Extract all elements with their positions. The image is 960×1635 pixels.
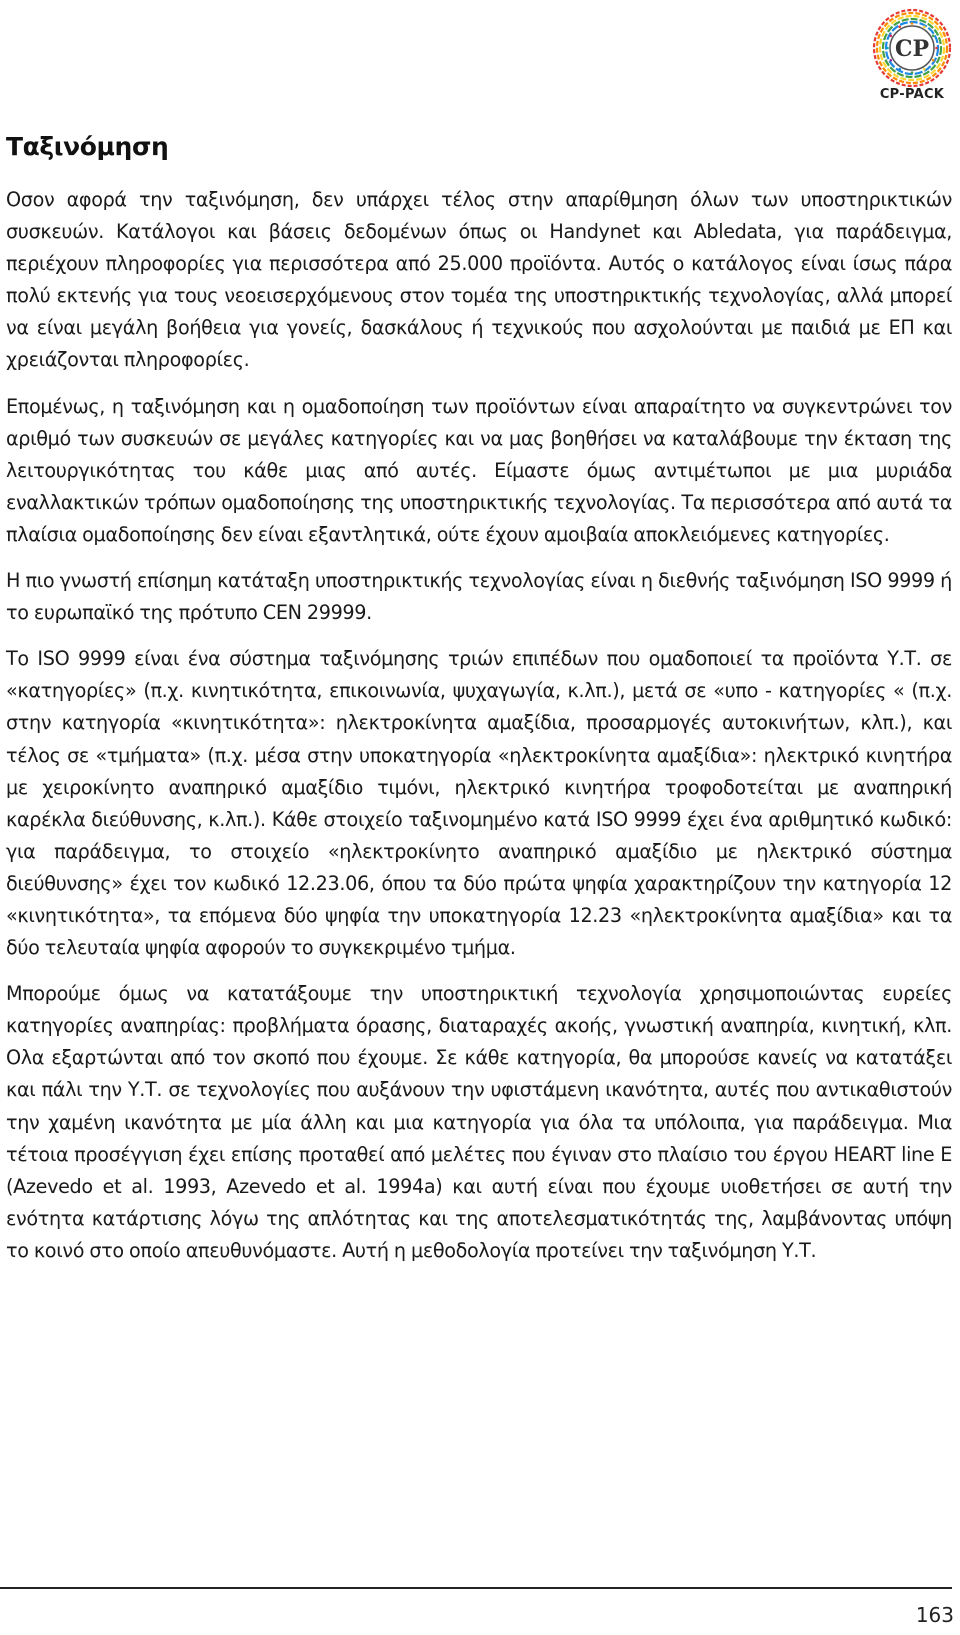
- paragraph-3: Η πιο γνωστή επίσημη κατάταξη υποστηρικτικής τεχνολογίας είναι η διεθνής ταξινόμηση ISO 9999 ή το ευρωπαϊκό της πρότυπο CEN 29999.: [6, 569, 952, 625]
- logo-label: CP-PACK: [879, 87, 945, 102]
- paragraph-2: Επομένως, η ταξινόμηση και η ομαδοποίηση των προϊόντων είναι απαραίτητο να συγκεντρώνει τον αριθμό των συσκευών σε μεγάλες κατηγορίες και να μας βοηθήσει να καταλάβουμε την έκταση της λειτουργικότητας του κάθε μιας από αυτές. Είμαστε όμως αντιμέτωποι με μια μυριάδα εναλλακτικών τρόπων ομαδοποίησης της υποστηρικτικής τεχνολογίας. Τα περισσότερα από αυτά τα πλαίσια ομαδοποίησης δεν είναι εξαντλητικά, ούτε έχουν αμοιβαία αποκλειόμενες κατηγορίες.: [6, 394, 952, 546]
- paragraph-1: Οσον αφορά την ταξινόμηση, δεν υπάρχει τέλος στην απαρίθμηση όλων των υποστηρικτικών συσκευών. Κατάλογοι και βάσεις δεδομένων όπως οι Handynet και Abledata, για παράδειγμα, περιέχουν πληροφορίες για περισσότερα από 25.000 προϊόντα. Αυτός ο κατάλογος είναι ίσως πάρα πολύ εκτενής για τους νεοεισερχόμενους στον τομέα της υποστηρικτικής τεχνολογίας, αλλά μπορεί να είναι μεγάλη βοήθεια για γονείς, δασκάλους ή τεχνικούς που ασχολούνται με παιδιά με ΕΠ και χρειάζονται πληροφορίες.: [6, 188, 952, 372]
- logo-star: [923, 25, 926, 28]
- logo-star: [889, 59, 892, 62]
- document-body: [6, 132, 952, 1281]
- footer-divider: [0, 1587, 952, 1589]
- logo-star: [889, 34, 892, 37]
- page-number: 163: [915, 1603, 954, 1627]
- logo-star: [886, 47, 889, 50]
- logo-star: [911, 71, 914, 74]
- logo-star: [911, 22, 914, 25]
- logo-star: [932, 34, 935, 37]
- logo-star: [932, 59, 935, 62]
- logo-star: [923, 68, 926, 71]
- logo-emblem-icon: [872, 8, 952, 88]
- logo-star: [898, 25, 901, 28]
- logo-star: [935, 47, 938, 50]
- logo-star: [898, 68, 901, 71]
- section-heading: Ταξινόμηση: [6, 132, 169, 161]
- paragraph-5: Μπορούμε όμως να κατατάξουμε την υποστηρικτική τεχνολογία χρησιμοποιώντας ευρείες κατηγορίες αναπηρίας: προβλήματα όρασης, διαταραχές ακοής, γνωστική αναπηρία, κινητική, κλπ. Ολα εξαρτώνται από τον σκοπό που έχουμε. Σε κάθε κατηγορία, θα μπορούσε κανείς να κατατάξει και πάλι την Υ.Τ. σε τεχνολογίες που αυξάνουν την υφιστάμενη ικανότητα, αυτές που αντικαθιστούν την χαμένη ικανότητα με μία άλλη και μια κατηγορία για όλα τα υπόλοιπα, για παράδειγμα. Μια τέτοια προσέγγιση έχει επίσης προταθεί από μελέτες που έγιναν στο πλαίσιο του έργου HEART line E (Azevedo et al. 1993, Azevedo et al. 1994a) και αυτή είναι που έχουμε υιοθετήσει σε αυτή την ενότητα κατάρτισης λόγω της απλότητας και της αποτελεσματικότητάς της, λαμβάνοντας υπόψη το κοινό στο οποίο απευθυνόμαστε. Αυτή η μεθοδολογία προτείνει την ταξινόμηση Υ.Τ.: [6, 982, 952, 1262]
- logo-monogram: CP: [894, 36, 930, 62]
- paragraph-4: Το ISO 9999 είναι ένα σύστημα ταξινόμησης τριών επιπέδων που ομαδοποιεί τα προϊόντα Υ.Τ. σε «κατηγορίες» (π.χ. κινητικότητα, επικοινωνία, ψυχαγωγία, κ.λπ.), μετά σε «υπο - κατηγορίες « (π.χ. στην κατηγορία «κινητικότητα»: ηλεκτροκίνητα αμαξίδια, προσαρμογές αυτοκινήτων, κλπ.), και τέλος σε «τμήματα» (π.χ. μέσα στην υποκατηγορία «ηλεκτροκίνητα αμαξίδια»: ηλεκτρικό κινητήρα με χειροκίνητο αναπηρικό αμαξίδιο τιμόνι, ηλεκτρικό κινητήρα τροφοδοτείται με αναπηρική καρέκλα διεύθυνσης, κ.λπ.). Κάθε στοιχείο ταξινομημένο κατά ISO 9999 έχει ένα αριθμητικό κωδικό: για παράδειγμα, το στοιχείο «ηλεκτροκίνητο αναπηρικό αμαξίδιο με ηλεκτρικό σύστημα διεύθυνσης» έχει τον κωδικό 12.23.06, όπου τα δύο πρώτα ψηφία χαρακτηρίζουν την κατηγορία 12 «κινητικότητα», τα επόμενα δύο ψηφία την υποκατηγορία 12.23 «ηλεκτροκίνητα αμαξίδια» και τα δύο τελευταία ψηφία αφορούν το συγκεκριμένο τμήμα.: [6, 647, 952, 960]
- cp-pack-logo: [872, 8, 952, 108]
